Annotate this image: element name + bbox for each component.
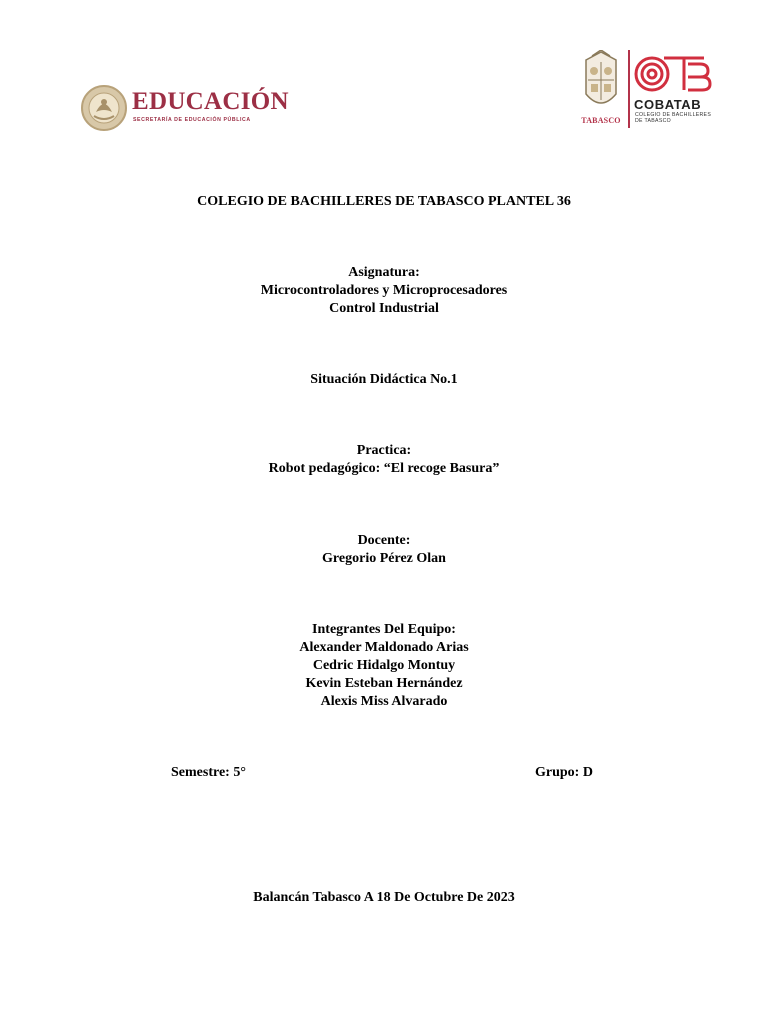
practice-title: Robot pedagógico: “El recoge Basura” [268,461,500,476]
educacion-logo [80,84,310,136]
team-member: Cedric Hidalgo Montuy [312,658,456,673]
cobatab-label: COBATAB [634,97,702,112]
cobatab-subtitle: COLEGIO DE BACHILLERES DE TABASCO [635,112,712,124]
tabasco-label: TABASCO [581,116,621,125]
teacher-label: Docente: [357,533,411,548]
semester-label: Semestre: 5° [171,765,246,780]
place-date: Balancán Tabasco A 18 De Octubre De 2023 [253,890,515,905]
subject-line-2: Control Industrial [329,301,439,316]
educacion-subtitle: SECRETARÍA DE EDUCACIÓN PÚBLICA [133,117,251,123]
cobatab-mark-icon [634,52,712,96]
subject-label: Asignatura: [348,265,420,280]
school-name: COLEGIO DE BACHILLERES DE TABASCO PLANTEL 36 [197,194,571,209]
teacher-name: Gregorio Pérez Olan [322,551,446,566]
educacion-title: EDUCACIÓN [132,88,289,115]
team-member: Alexis Miss Alvarado [320,694,448,709]
cobatab-logo [578,48,718,132]
subject-line-1: Microcontroladores y Microprocesadores [260,283,508,298]
tabasco-shield-icon [578,50,624,116]
practice-label: Practica: [356,443,412,458]
team-member: Alexander Maldonado Arias [299,640,469,655]
group-label: Grupo: D [535,765,593,780]
team-member: Kevin Esteban Hernández [305,676,463,691]
logo-divider [628,50,630,128]
team-label: Integrantes Del Equipo: [312,622,456,637]
national-seal-icon [80,84,128,132]
situation-title: Situación Didáctica No.1 [310,372,458,387]
